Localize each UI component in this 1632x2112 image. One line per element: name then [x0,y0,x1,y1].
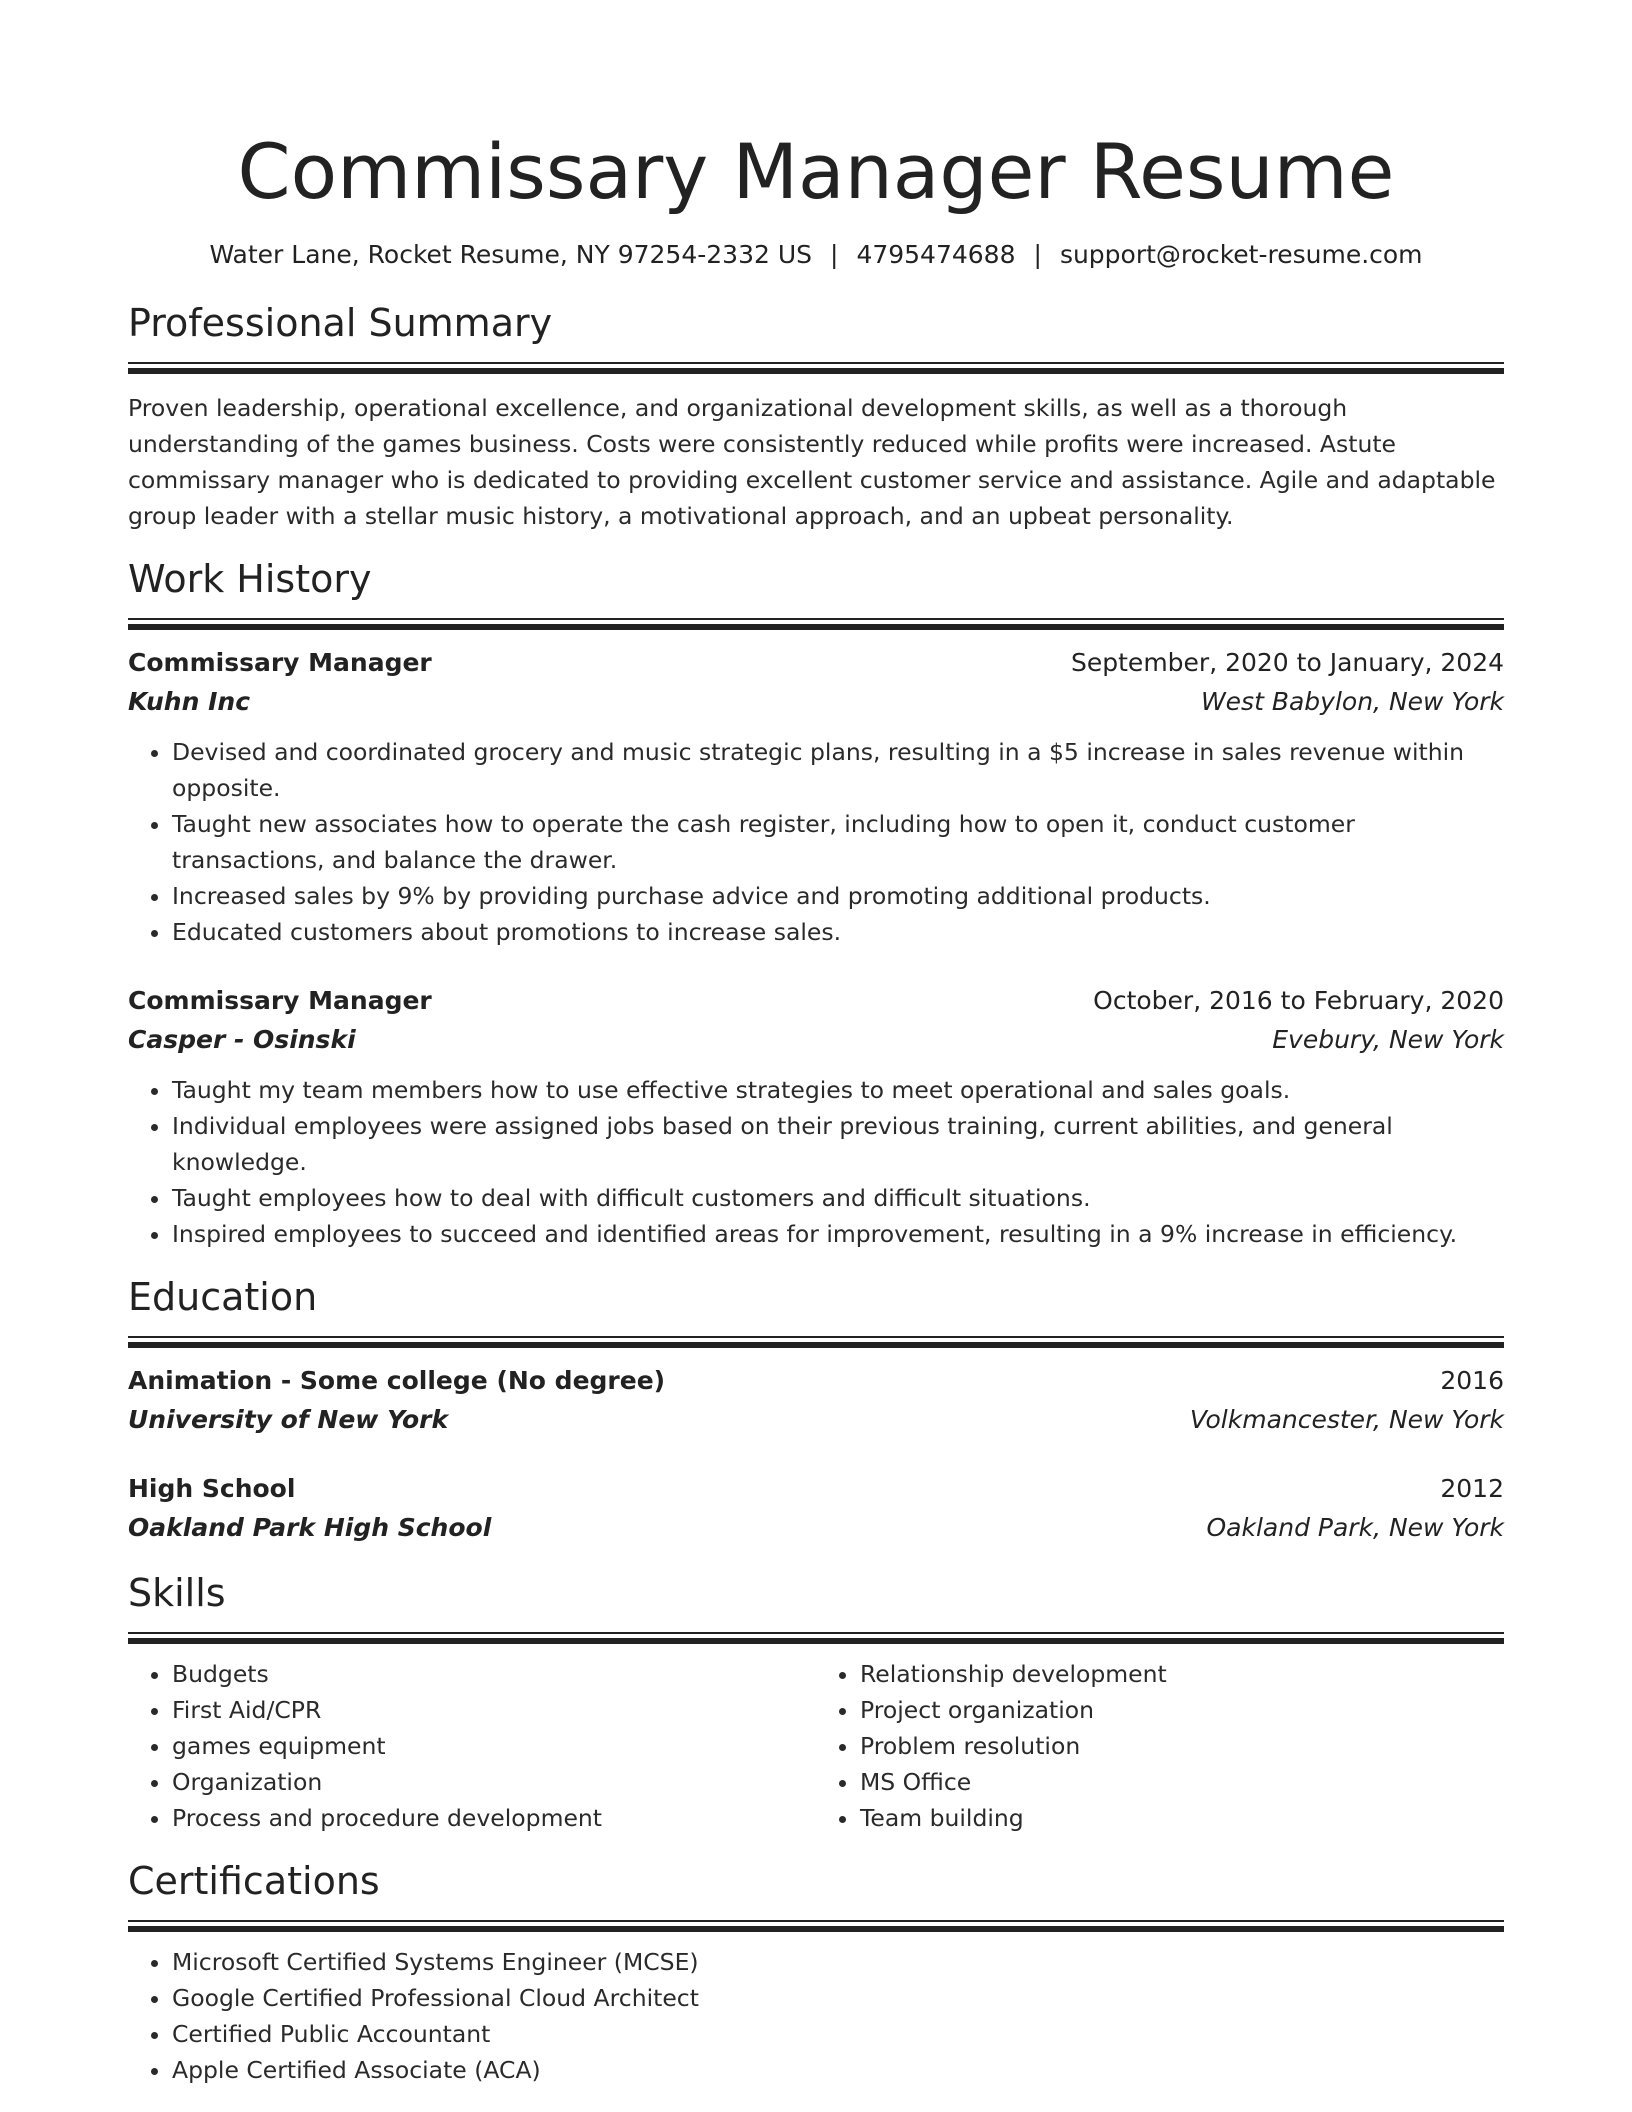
job-dates: September, 2020 to January, 2024 [1071,648,1504,677]
list-item: • Problem resolution [860,1728,1504,1764]
list-item: • Microsoft Certified Systems Engineer (MCSE) [172,1944,1504,1980]
education-header-row [128,1362,1504,1400]
education-school-row [128,1508,1504,1548]
job-header-row [128,644,1504,682]
contact-separator: | [1033,240,1042,269]
list-item: • Team building [860,1800,1504,1836]
job-bullets [128,734,1504,950]
section-title-skills: Skills [128,1571,226,1615]
education-degree: Animation - Some college (No degree) [128,1366,666,1395]
list-item: • First Aid/CPR [172,1692,816,1728]
education-school: Oakland Park High School [128,1513,492,1542]
education-location: Oakland Park, New York [1206,1513,1504,1542]
section-title-summary: Professional Summary [128,301,553,345]
summary-section [128,298,1504,534]
list-item: • Process and procedure development [172,1800,816,1836]
education-section [128,1272,1504,1548]
list-item: • Google Certified Professional Cloud Architect [172,1980,1504,2016]
section-title-certifications: Certifications [128,1859,380,1903]
certifications-section [128,1856,1504,2088]
section-divider [128,618,1504,630]
skills-list-right [816,1656,1504,1836]
section-divider [128,1336,1504,1348]
skills-section [128,1568,1504,1836]
skills-list-left [128,1656,816,1836]
contact-separator: | [830,240,839,269]
section-title-education: Education [128,1275,318,1319]
list-item: • Apple Certified Associate (ACA) [172,2052,1504,2088]
list-item: • Organization [172,1764,816,1800]
contact-phone: 4795474688 [856,240,1016,269]
certifications-list [128,1944,1504,2088]
section-title-work: Work History [128,557,372,601]
education-school: University of New York [128,1405,449,1434]
list-item: • Taught my team members how to use effective strategies to meet operational and sales goals. [172,1072,1504,1108]
job-location: Evebury, New York [1272,1025,1504,1054]
skills-columns [128,1656,1504,1836]
job-entry [128,644,1504,950]
list-item: • Certified Public Accountant [172,2016,1504,2052]
job-title: Commissary Manager [128,986,432,1015]
list-item: • Project organization [860,1692,1504,1728]
education-entry [128,1362,1504,1440]
education-location: Volkmancester, New York [1189,1405,1504,1434]
job-location: West Babylon, New York [1200,687,1504,716]
education-school-row [128,1400,1504,1440]
list-item: • Educated customers about promotions to increase sales. [172,914,1504,950]
work-section [128,554,1504,1252]
job-header-row [128,982,1504,1020]
job-entry [128,982,1504,1252]
job-company: Casper - Osinski [128,1025,356,1054]
contact-email: support@rocket-resume.com [1059,240,1423,269]
list-item: • Relationship development [860,1656,1504,1692]
job-bullets [128,1072,1504,1252]
list-item: • Devised and coordinated grocery and music strategic plans, resulting in a $5 increase in sales revenue within opposite. [172,734,1504,806]
education-entry [128,1470,1504,1548]
education-year: 2016 [1440,1366,1504,1395]
education-header-row [128,1470,1504,1508]
job-title: Commissary Manager [128,648,432,677]
list-item: • Individual employees were assigned jobs based on their previous training, current abilities, and general knowledge. [172,1108,1504,1180]
list-item: • games equipment [172,1728,816,1764]
summary-text: Proven leadership, operational excellence, and organizational development skills, as well as a thorough understanding of the games business. Costs were consistently reduced while profits were increased. Astute commissary manager who is dedicated to providing excellent customer service and assistance. Agile and adaptable group leader with a stellar music history, a motivational approach, and an upbeat personality. [128,394,1496,530]
list-item: • Budgets [172,1656,816,1692]
section-divider [128,1632,1504,1644]
list-item: • Inspired employees to succeed and identified areas for improvement, resulting in a 9% increase in efficiency. [172,1216,1504,1252]
list-item: • MS Office [860,1764,1504,1800]
page-title: Commissary Manager Resume [237,127,1395,216]
job-dates: October, 2016 to February, 2020 [1093,986,1504,1015]
list-item: • Taught employees how to deal with difficult customers and difficult situations. [172,1180,1504,1216]
section-divider [128,362,1504,374]
contact-address: Water Lane, Rocket Resume, NY 97254-2332 US [209,240,812,269]
section-divider [128,1920,1504,1932]
list-item: • Taught new associates how to operate the cash register, including how to open it, conduct customer transactions, and balance the drawer. [172,806,1504,878]
job-company: Kuhn Inc [128,687,251,716]
list-item: • Increased sales by 9% by providing purchase advice and promoting additional products. [172,878,1504,914]
job-company-row [128,1020,1504,1060]
education-degree: High School [128,1474,296,1503]
education-year: 2012 [1440,1474,1504,1503]
job-company-row [128,682,1504,722]
contact-line [128,238,1504,272]
